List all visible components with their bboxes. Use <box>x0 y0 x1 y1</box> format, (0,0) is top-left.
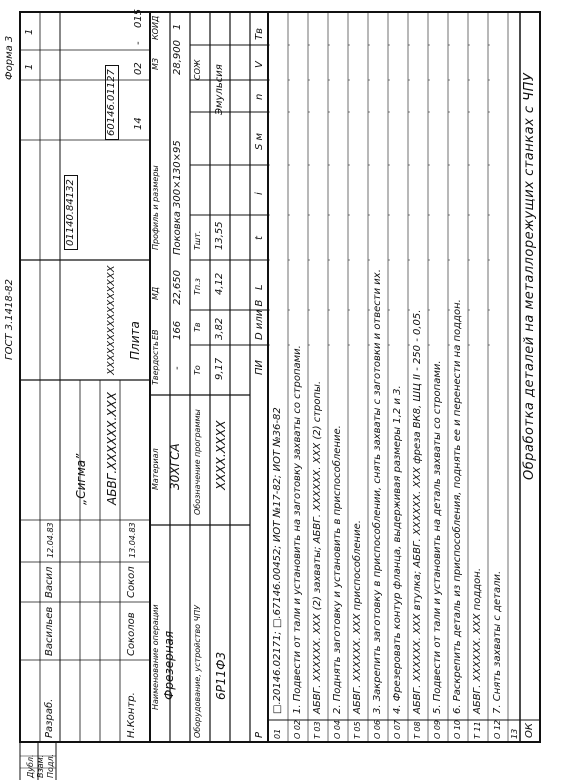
tsht-value: 13,55 <box>214 221 225 250</box>
mz-value: 28,900 <box>172 40 183 75</box>
row-prefix: Т 08 <box>413 721 422 739</box>
row-prefix: О 12 <box>493 719 502 739</box>
sheet-number: 1 <box>24 63 35 70</box>
footer-title: Обработка деталей на металлорежущих станках с ЧПУ <box>522 72 537 480</box>
row-prefix: О 09 <box>433 719 442 739</box>
row-prefix: О 07 <box>393 719 402 739</box>
to-value: 9,17 <box>214 357 225 380</box>
signature-date: 12.04.83 <box>46 522 55 558</box>
program-label: Обозначение программы <box>193 409 202 515</box>
profile-value: Поковка 300×130×95 <box>172 140 183 255</box>
row-prefix: О 02 <box>293 719 302 739</box>
tv-label: Тв <box>193 322 202 332</box>
col-v: V <box>254 61 265 68</box>
koid-label: КОИД <box>151 15 160 40</box>
form-number: Форма 3 <box>4 35 15 80</box>
equipment-value: 6Р11Ф3 <box>214 651 228 700</box>
col-t: t <box>254 236 265 240</box>
company-name: „Сигма” <box>74 453 88 505</box>
part-name: Плита <box>128 321 142 360</box>
col-i: i <box>254 192 265 195</box>
podl-label: Подл. <box>46 753 55 778</box>
tsht-label: Тшт. <box>193 230 202 250</box>
ev-value: 166 <box>172 320 183 340</box>
row-text: АБВГ. XXXXXX. XXX (2) захваты; АБВГ. XXXXXX. XXX (2) стропы. <box>312 380 323 714</box>
tpz-label: Тп.з <box>193 278 202 295</box>
col-pi: ПИ <box>254 360 265 375</box>
row-prefix: Т 03 <box>313 721 322 739</box>
md-label: МД <box>151 286 160 300</box>
ev-label: ЕВ <box>151 329 160 340</box>
dubl-label: Дубл. <box>26 754 35 778</box>
koid-value: 1 <box>172 23 183 30</box>
signature-date: 13.04.83 <box>128 522 137 558</box>
row-text: □.20146.02171; □.67146.00452; ИОТ №17-82; ИОТ №36-82 <box>272 407 283 714</box>
standard-code: ГОСТ 3.1418-82 <box>4 278 15 360</box>
col-n: n <box>254 93 265 100</box>
op-number-1: 14 <box>133 117 144 130</box>
row-prefix: 13 <box>510 728 519 739</box>
hardness-value: - <box>172 366 183 370</box>
mz-label: МЗ <box>151 57 160 70</box>
row-prefix: О 04 <box>333 719 342 739</box>
row-text: АБВГ. XXXXXX. XXX втулка; АБВГ. XXXXXX. XXX фреза ВК8, ШЦ II - 250 - 0,05. <box>412 309 423 714</box>
vzam-label: Взам. <box>36 754 45 778</box>
soj-label: СОЖ <box>193 59 202 80</box>
sheet-total: 1 <box>24 28 35 35</box>
row-text: 3. Закрепить заготовку в приспособлении, снять захваты с заготовки и отвести их. <box>372 269 383 714</box>
op-number-4: 015 <box>133 8 144 28</box>
program-value: XXXX.XXXX <box>214 420 228 490</box>
row-text: 7. Снять захваты с детали. <box>492 570 503 714</box>
doc-code-2: 60146.01127 <box>105 65 119 140</box>
material-label: Материал <box>151 448 160 490</box>
row-text: 6. Раскрепить деталь из приспособления, поднять ее и перенести на поддон. <box>452 299 463 714</box>
row-prefix: О 06 <box>373 719 382 739</box>
row-text: 1. Подвести от тали и установить на заготовку захваты со стропами. <box>292 345 303 714</box>
soj-value: Эмульсия <box>214 64 225 115</box>
col-l: L <box>254 284 265 290</box>
row-text: 5. Подвести от тали и установить на деталь захваты со стропами. <box>432 360 443 714</box>
signature-name: Васильев <box>44 606 55 656</box>
col-d: D или B <box>254 299 265 340</box>
col-tv: Тв <box>254 27 265 40</box>
signature-name: Соколов <box>126 612 137 656</box>
profile-label: Профиль и размеры <box>151 165 160 250</box>
md-value: 22,650 <box>172 270 183 305</box>
col-s: S м <box>254 132 265 150</box>
signature-sign: Сокол <box>126 566 137 598</box>
tv-value: 3,82 <box>214 317 225 340</box>
doc-designation: XXXXXXXXXXXXXXXX <box>106 265 117 375</box>
signature-role: Н.Контр. <box>126 692 137 738</box>
operation-name: Фрезерная <box>162 630 176 700</box>
footer-ok: ОК <box>524 723 535 738</box>
material-value: 30ХГСА <box>168 443 182 490</box>
row-prefix: Т 11 <box>473 721 482 739</box>
row-prefix: О 10 <box>453 719 462 739</box>
equipment-label: Оборудование, устройство ЧПУ <box>193 605 202 738</box>
col-p: Р <box>254 731 265 738</box>
signature-role: Разраб. <box>44 698 55 738</box>
row-text: 4. Фрезеровать контур фланца, выдерживая размеры 1,2 и 3. <box>392 385 403 714</box>
row-text: АБВГ. XXXXXX. XXX поддон. <box>472 567 483 714</box>
signature-sign: Васил <box>44 566 55 598</box>
operation-name-label: Наименование операции <box>151 604 160 710</box>
row-text: 2. Поднять заготовку и установить в приспособление. <box>332 425 343 714</box>
op-number-2: 02 <box>133 62 144 75</box>
row-prefix: 01 <box>273 728 282 739</box>
row-prefix: Т 05 <box>353 721 362 739</box>
to-label: То <box>193 365 202 375</box>
doc-code-1: 01140.84132 <box>64 175 78 250</box>
hardness-label: Твердость <box>151 341 160 385</box>
tpz-value: 4,12 <box>214 272 225 295</box>
doc-designation-main: АБВГ.XXXXXX.XXX <box>105 392 119 505</box>
row-text: АБВГ. XXXXXX. XXX приспособление. <box>352 520 363 714</box>
op-number-3: - <box>133 41 144 45</box>
